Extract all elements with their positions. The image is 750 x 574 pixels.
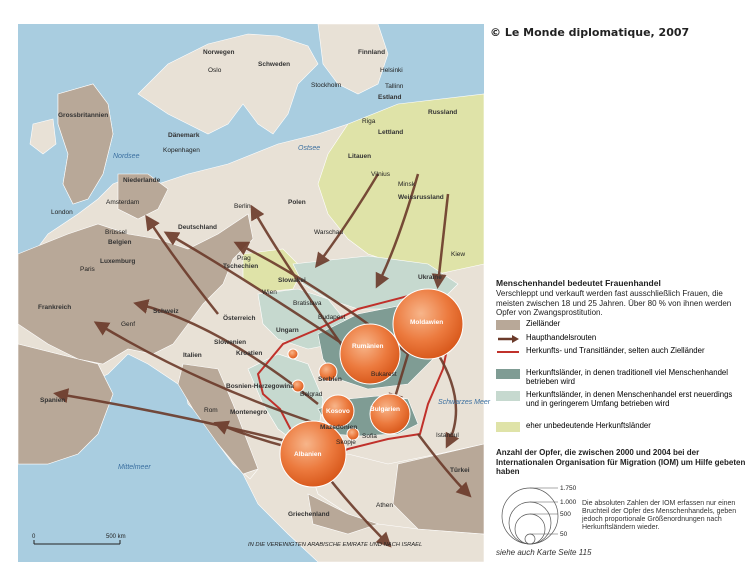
swatch-traditional [496,369,520,379]
swatch-transit [496,347,520,357]
label-russland: Russland [428,109,458,116]
city-sofia: Sofia [362,433,377,440]
label-montenegro: Montenegro [230,409,268,416]
label-moldawien: Moldawien [410,319,444,326]
label-schweiz: Schweiz [153,308,179,315]
city-prag: Prag [237,255,251,262]
label-griechenland: Griechenland [288,511,330,518]
label-rumaenien: Rumänien [352,343,384,350]
victims-bulgarien [370,394,410,434]
label-luxemburg: Luxemburg [100,258,136,265]
city-bruessel: Brüssel [105,229,127,236]
city-london: London [51,209,73,216]
victims-kroatien [288,349,298,359]
label-tuerkei: Türkei [450,467,470,474]
scale-end: 500 km [106,534,126,540]
swatch-new [496,391,520,401]
copyright: © Le Monde diplomatique, 2007 [490,26,690,39]
victims-title: Anzahl der Opfer, die zwischen 2000 und 2004 bei der Internationalen Organisation für Migration (IOM) um Hilfe gebeten haben [496,448,746,476]
label-finnland: Finnland [358,49,386,56]
label-ungarn: Ungarn [276,327,299,334]
legend-label-traditional: Herkunftsländer, in denen traditionell viel Menschenhandel betrieben wird [526,368,728,386]
city-budapest: Budapest [318,314,346,321]
legend-label-transit: Herkunfts- und Transitländer, selten auch Zielländer [526,346,705,355]
legend-label-target: Zielländer [526,319,561,328]
scale-value-1000: 1.000 [560,499,577,506]
label-oesterreich: Österreich [223,315,256,322]
label-daenemark: Dänemark [168,132,200,139]
label-slowenien: Slowenien [214,339,247,346]
label-spanien: Spanien [40,397,66,404]
sea-schwarzes-meer: Schwarzes Meer [438,399,491,406]
label-kosovo: Kosovo [326,408,350,415]
label-deutschland: Deutschland [178,224,218,231]
city-bukarest: Bukarest [371,371,397,378]
label-lettland: Lettland [378,129,404,136]
label-frankreich: Frankreich [38,304,72,311]
map-footnote: IN DIE VEREINIGTEN ARABISCHE EMIRATE UND NACH ISRAEL [248,542,423,548]
label-ukraine: Ukraine [418,274,442,281]
scale-value-1750: 1.750 [560,485,577,492]
label-slowakei: Slowakei [278,277,306,284]
victims-note: Die absoluten Zahlen der IOM erfassen nur einen Bruchteil der Opfer des Menschenhandels, geben jedoch proportionale Größenordnungen nach Herkunftsländern wieder. [582,500,737,531]
label-mazedonien: Mazedonien [320,424,358,431]
legend-title: Menschenhandel bedeutet Frauenhandel [496,278,661,288]
city-vilnius: Vilnius [371,171,391,178]
label-italien: Italien [183,352,202,359]
scale-value-50: 50 [560,531,568,538]
swatch-minor [496,422,520,432]
city-athen: Athen [376,502,393,509]
city-berlin: Berlin [234,203,251,210]
city-rom: Rom [204,407,218,414]
city-wien: Wien [262,289,277,296]
city-stockholm: Stockholm [311,82,342,89]
legend [496,278,746,318]
label-albanien: Albanien [294,451,322,458]
city-amsterdam: Amsterdam [106,199,140,206]
label-tschechien: Tschechien [223,263,259,270]
label-norwegen: Norwegen [203,49,235,56]
sea-nordsee: Nordsee [113,153,140,160]
city-istanbul: Istanbul [436,432,459,439]
city-kopenhagen: Kopenhagen [163,147,200,154]
legend-label-new: Herkunftsländer, in denen Menschenhandel erst neuerdings und in geringerem Umfang betrieben wird [526,390,733,408]
label-kroatien: Kroatien [236,350,263,357]
city-riga: Riga [362,118,376,125]
label-bosnien: Bosnien-Herzegowina [226,383,294,390]
city-kiew: Kiew [451,251,466,258]
city-bratislava: Bratislava [293,300,322,307]
label-estland: Estland [378,94,402,101]
label-bulgarien: Bulgarien [370,406,400,413]
swatch-target [496,320,520,330]
label-grossbritannien: Grossbritannien [58,112,109,119]
city-genf: Genf [121,321,136,328]
label-belgien: Belgien [108,239,132,246]
sea-ostsee: Ostsee [298,145,321,152]
city-minsk: Minsk [398,181,415,188]
swatch-routes [496,334,520,344]
city-tallinn: Tallinn [385,83,404,90]
city-oslo: Oslo [208,67,222,74]
legend-subtitle: Verschleppt und verkauft werden fast ausschließlich Frauen, die meisten zwischen 18 und 25 Jahren. Über 80 % von ihnen werden Opfer von Zwangsprostitution. [496,289,732,317]
sea-mittelmeer: Mittelmeer [118,464,151,471]
scale-start: 0 [32,534,36,540]
label-niederlande: Niederlande [123,177,161,184]
scale-value-500: 500 [560,511,571,518]
see-also: siehe auch Karte Seite 115 [496,548,592,557]
map [18,24,491,562]
label-litauen: Litauen [348,153,372,160]
legend-label-routes: Haupthandelsrouten [526,333,597,342]
label-serbien: Serbien [318,376,342,383]
label-polen: Polen [288,199,306,206]
label-schweden: Schweden [258,61,291,68]
city-skopje: Skopje [336,439,356,446]
city-belgrad: Belgrad [300,391,323,398]
legend-items [496,320,746,430]
city-paris: Paris [80,266,95,273]
legend-label-minor: eher unbedeutende Herkunftsländer [526,421,651,430]
label-weissrussland: Weissrussland [398,194,444,201]
victims-scale-circles [500,478,580,548]
city-warschau: Warschau [314,229,344,236]
city-helsinki: Helsinki [380,67,403,74]
